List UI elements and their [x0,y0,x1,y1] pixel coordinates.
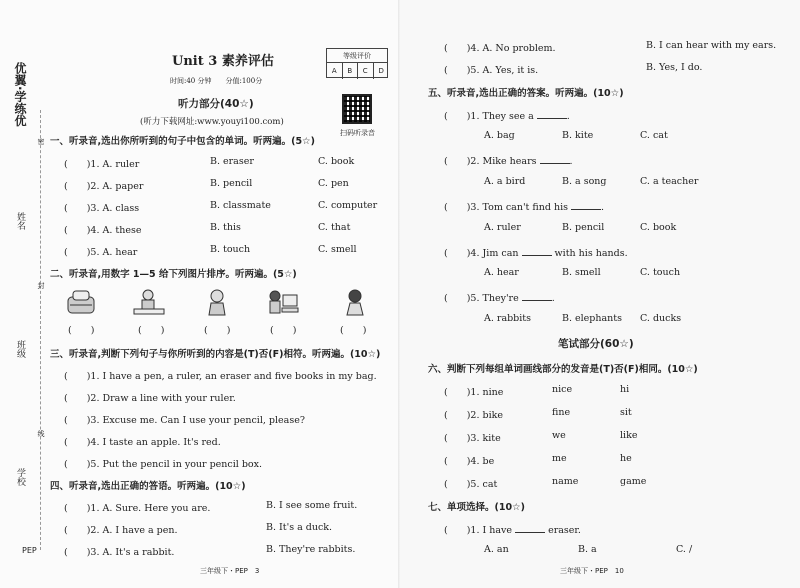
answer-bracket[interactable]: ( ) [204,325,231,336]
question-item [444,522,581,536]
pep-mark: PEP [22,546,37,555]
option: B. eraser [210,156,254,167]
question-item: ( )5. Put the pencil in your pencil box. [64,459,263,470]
answer-bracket[interactable]: ( ) [138,325,165,336]
option: C. book [318,156,355,167]
question-text: ( )1. They see a [444,111,534,122]
option: C. ducks [640,313,682,324]
class-label: 班级 [15,340,25,358]
grade-cell: B [343,63,359,79]
word: like [620,430,638,441]
seal-mark: 封 [37,282,45,289]
school-label: 学校 [15,468,25,486]
answer-blank[interactable] [571,201,601,210]
question-item [444,290,555,304]
word: hi [620,384,630,395]
option: B. touch [210,244,251,255]
option: A. hear [484,267,519,278]
grade-cell: D [378,67,384,75]
question-item: ( )1. A. ruler [64,159,140,170]
question-item: ( )5. A. hear [64,247,138,258]
girl-computer-picture [266,287,300,317]
question-item [444,245,628,259]
section-title: 一、听录音,选出你所听到的句子中包含的单词。听两遍。(5☆) [50,136,315,147]
qr-caption: 扫码听录音 [340,129,375,137]
option: B. elephants [562,313,622,324]
listening-title: 听力部分(40☆) [178,98,254,110]
question-text: ( )2. Mike hears [444,156,537,167]
question-item: ( )3. kite [444,433,501,444]
answer-bracket[interactable]: ( ) [270,325,297,336]
question-text: ( )3. Tom can't find his [444,202,568,213]
question-text: ( )1. I have [444,525,513,536]
grade-box [326,48,388,78]
option: C. cat [640,130,668,141]
boy-ears-picture [200,287,234,317]
girl-smelling-picture [338,287,372,317]
grade-cell: C [358,63,374,79]
section-title: 六、判断下列每组单词画线部分的发音是(T)否(F)相同。(10☆) [428,364,698,375]
option: B. It's a duck. [266,522,333,533]
answer-bracket[interactable]: ( ) [340,325,367,336]
section-title: 四、听录音,选出正确的答语。听两遍。(10☆) [50,481,246,492]
brand-logo: 优翼·学练优 [13,62,27,127]
question-item: ( )1. nine [444,387,504,398]
question-text: . [601,202,605,213]
option: C. touch [640,267,681,278]
page-title: Unit 3 素养评估 [172,54,274,69]
right-page [400,0,800,588]
word: me [552,453,567,464]
section-title: 二、听录音,用数字 1—5 给下列图片排序。听两遍。(5☆) [50,269,297,280]
seal-mark: 密 [37,138,45,145]
grade-cell: A [327,63,343,79]
question-item: ( )2. A. paper [64,181,144,192]
question-text: with his hands. [554,248,628,259]
option: B. a [578,544,597,555]
question-item: ( )3. Excuse me. Can I use your pencil, please? [64,415,305,426]
question-text: ( )5. They're [444,293,519,304]
option: C. book [640,222,677,233]
word: sit [620,407,632,418]
answer-blank[interactable] [540,155,570,164]
question-item: ( )4. be [444,456,495,467]
page-footer: 三年级下・PEP 10 [560,567,624,575]
option: B. a song [562,176,607,187]
option: B. kite [562,130,594,141]
question-item [444,153,573,167]
option: B. this [210,222,241,233]
question-text: . [569,156,573,167]
option: C. computer [318,200,378,211]
question-item: ( )2. A. I have a pen. [64,525,178,536]
question-item: ( )3. A. class [64,203,140,214]
option: B. pencil [210,178,253,189]
question-item: ( )4. I taste an apple. It's red. [64,437,221,448]
option: A. a bird [484,176,526,187]
seal-mark: 线 [37,430,45,437]
option: A. an [484,544,509,555]
question-item: ( )1. A. Sure. Here you are. [64,503,211,514]
boy-drawing-picture [132,287,166,317]
option: B. Yes, I do. [646,62,703,73]
word: he [620,453,632,464]
option: B. I can hear with my ears. [646,40,777,51]
question-item: ( )4. A. No problem. [444,43,556,54]
option: B. I see some fruit. [266,500,358,511]
question-text: eraser. [548,525,581,536]
question-item: ( )1. I have a pen, a ruler, an eraser and five books in my bag. [64,371,377,382]
question-item: ( )3. A. It's a rabbit. [64,547,175,558]
option: B. pencil [562,222,605,233]
option: C. a teacher [640,176,699,187]
question-item: ( )5. cat [444,479,498,490]
answer-blank[interactable] [515,524,545,533]
option: A. bag [484,130,515,141]
option: A. rabbits [484,313,531,324]
section-title: 五、听录音,选出正确的答案。听两遍。(10☆) [428,88,624,99]
page-footer: 三年级下・PEP 3 [200,567,260,575]
question-item: ( )2. Draw a line with your ruler. [64,393,236,404]
word: name [552,476,579,487]
question-text: . [566,111,570,122]
option: B. smell [562,267,601,278]
answer-bracket[interactable]: ( ) [68,325,95,336]
option: C. pen [318,178,349,189]
grade-title: 等级评价 [327,49,387,63]
option: A. ruler [484,222,521,233]
word: fine [552,407,571,418]
section-title: 三、听录音,判断下列句子与你所听到的内容是(T)否(F)相符。听两遍。(10☆) [50,349,381,360]
download-note: (听力下载网址:www.youyi100.com) [140,117,284,127]
option: C. / [676,544,693,555]
option: C. that [318,222,351,233]
option: C. smell [318,244,357,255]
time-info: 时间:40 分钟 分值:100分 [170,77,263,85]
option: B. They're rabbits. [266,544,356,555]
question-item: ( )2. bike [444,410,503,421]
answer-blank[interactable] [522,247,552,256]
section-title: 七、单项选择。(10☆) [428,502,525,513]
pencil-box-picture [64,287,98,317]
word: game [620,476,647,487]
question-text: ( )4. Jim can [444,248,519,259]
option: B. classmate [210,200,271,211]
written-title: 笔试部分(60☆) [558,338,634,350]
question-text: . [551,293,555,304]
name-label: 姓名 [15,212,25,230]
question-item: ( )5. A. Yes, it is. [444,65,539,76]
answer-blank[interactable] [522,292,552,301]
question-item [444,108,570,122]
word: nice [552,384,573,395]
word: we [552,430,566,441]
question-item: ( )4. A. these [64,225,142,236]
qr-code[interactable] [342,94,372,124]
answer-blank[interactable] [537,110,567,119]
seal-line [40,110,41,550]
question-item [444,199,604,213]
